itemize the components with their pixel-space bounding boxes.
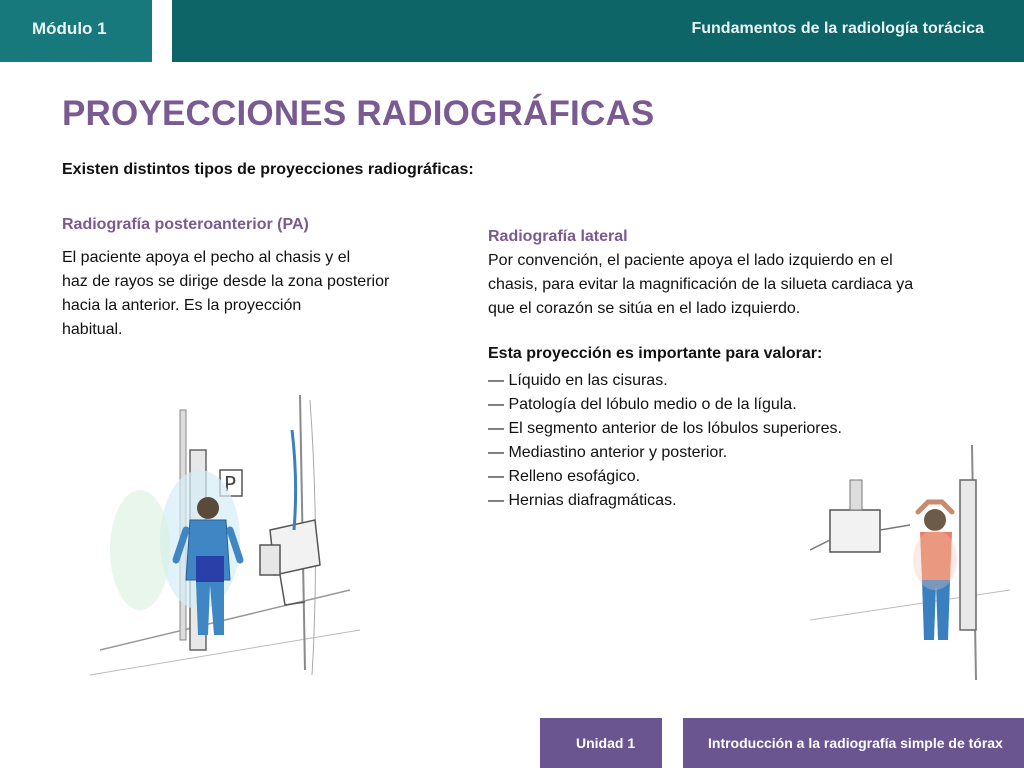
lateral-line: chasis, para evitar la magnificación de la silueta cardiaca ya (488, 276, 914, 293)
pa-line: habitual. (62, 321, 123, 338)
footer-topic-label: Introducción a la radiografía simple de tórax (708, 735, 1003, 751)
list-item: — Hernias diafragmáticas. (488, 492, 677, 509)
lateral-illustration (790, 440, 1020, 690)
pa-description (62, 246, 442, 342)
lateral-list (488, 369, 842, 513)
pa-line: hacia la anterior. Es la proyección (62, 297, 302, 314)
lateral-line: Por convención, el paciente apoya el lado izquierdo en el (488, 252, 893, 269)
module-label: Módulo 1 (32, 19, 107, 38)
list-item: — Relleno esofágico. (488, 468, 641, 485)
pa-illustration (80, 390, 370, 690)
list-item: — El segmento anterior de los lóbulos superiores. (488, 420, 842, 437)
list-item: — Líquido en las cisuras. (488, 372, 668, 389)
lateral-line: que el corazón se sitúa en el lado izquierdo. (488, 300, 801, 317)
lateral-list-heading: Esta proyección es importante para valorar: (488, 345, 823, 362)
lateral-description (488, 249, 988, 321)
course-title: Fundamentos de la radiología torácica (691, 20, 984, 37)
page-title: PROYECCIONES RADIOGRÁFICAS (62, 94, 655, 133)
intro-text: Existen distintos tipos de proyecciones radiográficas: (62, 161, 474, 178)
footer-unit-tab (540, 718, 662, 768)
pa-line: haz de rayos se dirige desde la zona posterior (62, 273, 390, 290)
pa-heading: Radiografía posteroanterior (PA) (62, 216, 309, 233)
header-separator (152, 0, 172, 62)
list-item: — Mediastino anterior y posterior. (488, 444, 728, 461)
lateral-heading: Radiografía lateral (488, 228, 628, 245)
footer-unit-label: Unidad 1 (576, 735, 636, 751)
pa-sign: P (224, 472, 237, 496)
pa-line: El paciente apoya el pecho al chasis y el (62, 249, 351, 266)
header-bar (0, 0, 1024, 62)
footer-topic-tab (683, 718, 1024, 768)
list-item: — Patología del lóbulo medio o de la lígula. (488, 396, 797, 413)
